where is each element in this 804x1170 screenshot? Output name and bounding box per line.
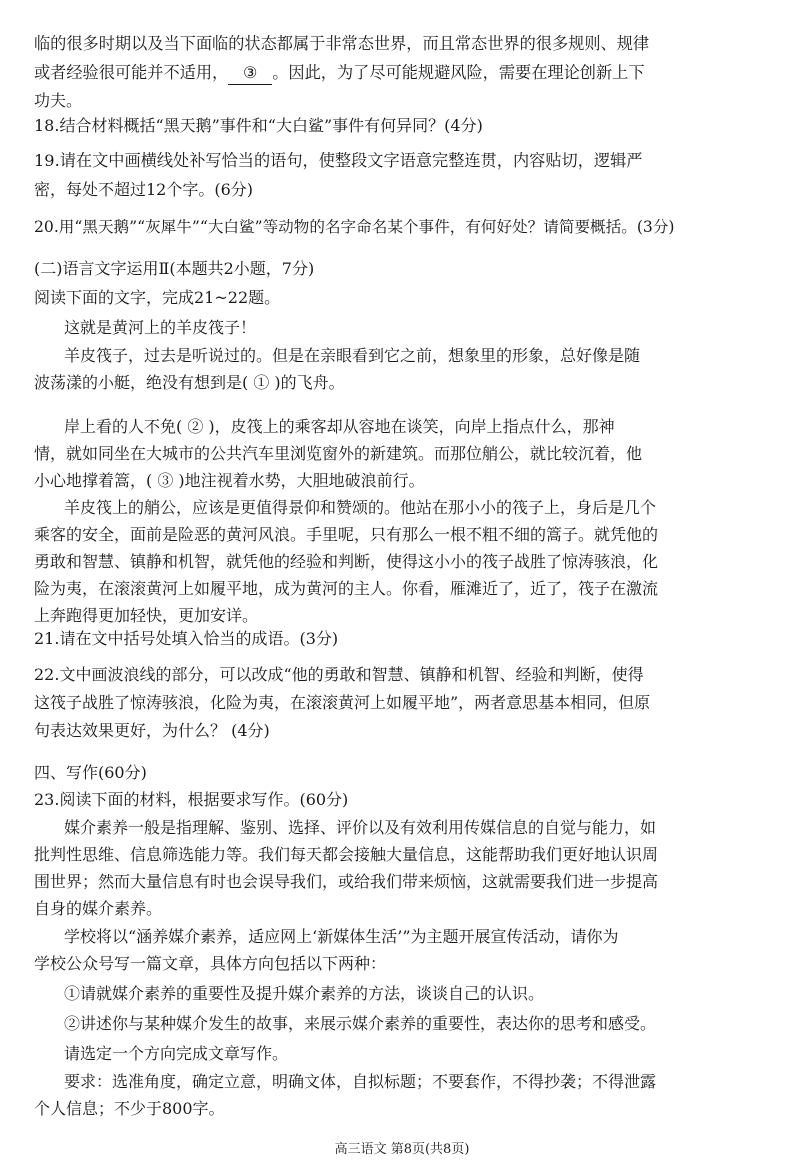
passage-line: 临的很多时期以及当下面临的状态都属于非常态世界，而且常态世界的很多规则、规律 xyxy=(34,34,650,53)
question-20: 20.用“黑天鹅”“灰犀牛”“大白鲨”等动物的名字命名某个事件，有何好处？请简要概括。(3分) xyxy=(34,218,675,236)
section-header: (二)语言文字运用Ⅱ(本题共2小题，7分) xyxy=(34,259,315,278)
paragraph-line: 情，就如同坐在大城市的公共汽车里浏览窗外的新建筑。而那位艄公，就比较沉着，他 xyxy=(34,444,643,463)
paragraph-line: 学校公众号写一篇文章，具体方向包括以下两种： xyxy=(34,954,387,973)
instruction: 请选定一个方向完成文章写作。 xyxy=(64,1044,289,1063)
section-header: 四、写作(60分) xyxy=(34,763,147,782)
requirements: 要求：选准角度，确定立意，明确文体，自拟标题；不要套作，不得抄袭；不得泄露 xyxy=(64,1072,657,1091)
paragraph-line: 小心地撑着篙，( ③ )地注视着水势，大胆地破浪前行。 xyxy=(34,471,425,490)
paragraph-line: 岸上看的人不免( ② )，皮筏上的乘客却从容地在谈笑，向岸上指点什么，那神 xyxy=(64,417,615,436)
option-1: ①请就媒介素养的重要性及提升媒介素养的方法，谈谈自己的认识。 xyxy=(64,984,545,1003)
requirements: 个人信息；不少于800字。 xyxy=(34,1099,225,1118)
paragraph-line: 乘客的安全，面前是险恶的黄河风浪。手里呢，只有那么一根不粗不细的篙子。就凭他的 xyxy=(34,525,659,544)
question-19: 密，每处不超过12个字。(6分) xyxy=(34,180,254,199)
paragraph-line: 上奔跑得更加轻快，更加安详。 xyxy=(34,606,259,625)
passage-text: 或者经验很可能并不适用， xyxy=(34,63,229,82)
page-footer: 高三语文 第8页(共8页) xyxy=(334,1142,470,1157)
paragraph-line: 自身的媒介素养。 xyxy=(34,899,163,918)
section-intro: 阅读下面的文字，完成21~22题。 xyxy=(34,288,281,307)
paragraph-line: 波荡漾的小艇，绝没有想到是( ① )的飞舟。 xyxy=(34,373,345,392)
passage-line: 功夫。 xyxy=(34,91,83,110)
paragraph-line: 围世界；然而大量信息有时也会误导我们，或给我们带来烦恼，这就需要我们进一步提高 xyxy=(34,872,659,891)
paragraph-line: 学校将以“涵养媒介素养，适应网上‘新媒体生活’”为主题开展宣传活动，请你为 xyxy=(64,927,619,946)
question-21: 21.请在文中括号处填入恰当的成语。(3分) xyxy=(34,629,339,648)
option-2: ②讲述你与某种媒介发生的故事，来展示媒介素养的重要性，表达你的思考和感受。 xyxy=(64,1014,657,1033)
question-19: 19.请在文中画横线处补写恰当的语句，使整段文字语意完整连贯，内容贴切，逻辑严 xyxy=(34,151,643,170)
passage-text: 。因此，为了尽可能规避风险，需要在理论创新上下 xyxy=(272,63,645,82)
paragraph-line: 险为夷，在滚滚黄河上如履平地，成为黄河的主人。你看，雁滩近了，近了，筏子在激流 xyxy=(34,579,659,598)
question-22: 22.文中画波浪线的部分，可以改成“他的勇敢和智慧、镇静和机智、经验和判断，使得 xyxy=(34,665,644,684)
paragraph-line: 批判性思维、信息筛选能力等。我们每天都会接触大量信息，这能帮助我们更好地认识周 xyxy=(34,845,659,864)
paragraph-line: 羊皮筏子，过去是听说过的。但是在亲眼看到它之前，想象里的形象，总好像是随 xyxy=(64,346,641,365)
answer-blank-3: ③ xyxy=(228,62,272,85)
paragraph-line: 勇敢和智慧、镇静和机智，就凭他的经验和判断，使得这小小的筏子战胜了惊涛骇浪，化 xyxy=(34,552,659,571)
question-22: 这筏子战胜了惊涛骇浪，化险为夷，在滚滚黄河上如履平地”，两者意思基本相同，但原 xyxy=(34,693,651,712)
passage-line xyxy=(34,62,804,84)
question-22: 句表达效果更好，为什么？ (4分) xyxy=(34,721,270,740)
question-23: 23.阅读下面的材料，根据要求写作。(60分) xyxy=(34,790,349,809)
paragraph-line: 羊皮筏上的艄公，应该是更值得景仰和赞颂的。他站在那小小的筏子上，身后是几个 xyxy=(64,498,657,517)
paragraph-line: 媒介素养一般是指理解、鉴别、选择、评价以及有效利用传媒信息的自觉与能力，如 xyxy=(64,818,657,837)
question-18: 18.结合材料概括“黑天鹅”事件和“大白鲨”事件有何异同？(4分) xyxy=(34,116,483,135)
paragraph-line: 这就是黄河上的羊皮筏子！ xyxy=(64,318,257,337)
